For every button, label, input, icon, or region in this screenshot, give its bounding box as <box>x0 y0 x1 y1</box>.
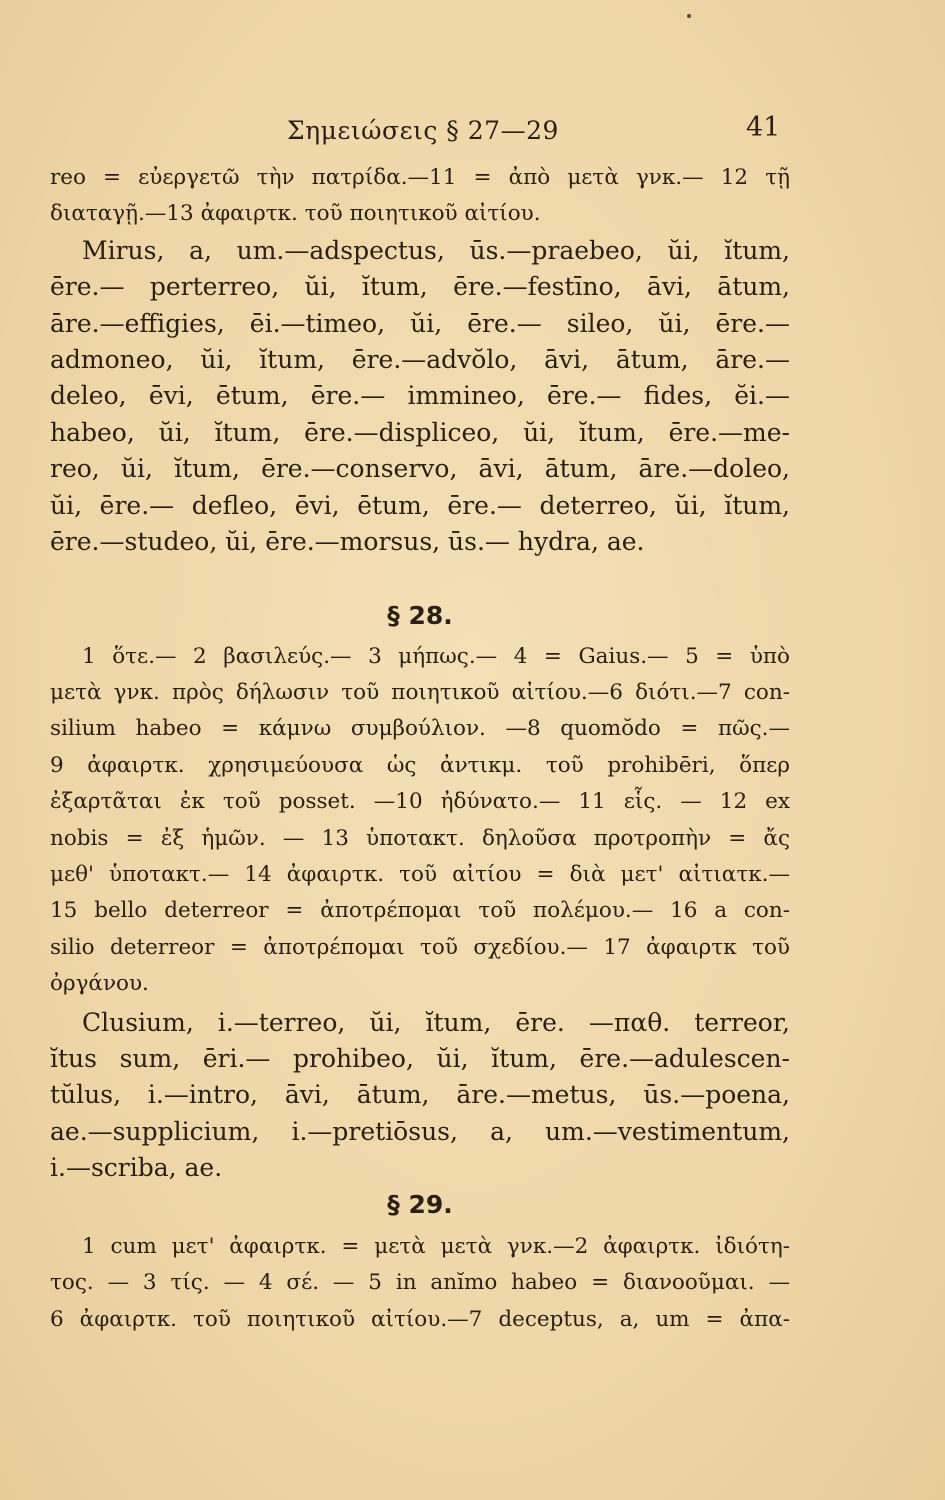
section-27-notes <box>50 160 790 233</box>
section-heading-28: § 28. <box>387 601 453 631</box>
text-line: nobis = ἐξ ἡμῶν. — 13 ὑποτακτ. δηλοῦσα προτροπὴν = ἄς <box>50 825 790 851</box>
text-line: Clusium, i.—terreo, ŭi, ĭtum, ēre. —παθ. terreor, <box>82 1007 790 1037</box>
page-number: 41 <box>746 112 781 143</box>
text-line: 15 bello deterreor = ἀποτρέπομαι τοῦ πολέμου.— 16 a con- <box>50 898 790 924</box>
text-line: μεθ' ὑποτακτ.— 14 ἀφαιρτκ. τοῦ αἰτίου = διὰ μετ' αἰτιατκ.— <box>50 862 790 888</box>
text-line: 6 ἀφαιρτκ. τοῦ ποιητικοῦ αἰτίου.—7 deceptus, a, um = ἀπα- <box>50 1306 790 1332</box>
text-line: Mirus, a, um.—adspectus, ūs.—praebeo, ŭi, ĭtum, <box>82 235 790 265</box>
page-header <box>0 112 945 152</box>
text-line: silium habeo = κάμνω συμβούλιον. —8 quomŏdo = πῶς.— <box>50 716 790 742</box>
section-28-vocabulary <box>50 1005 790 1187</box>
text-line: reo = εὐεργετῶ τὴν πατρίδα.—11 = ἀπὸ μετὰ γνκ.— 12 τῇ <box>50 165 790 190</box>
text-line: admoneo, ŭi, ĭtum, ēre.—advŏlo, āvi, ātum, āre.— <box>50 344 790 374</box>
section-29-notes <box>50 1229 790 1338</box>
text-line: deleo, ēvi, ētum, ēre.— immineo, ēre.— fides, ĕi.— <box>50 381 790 411</box>
text-line: 9 ἀφαιρτκ. χρησιμεύουσα ὡς ἀντικμ. τοῦ prohibēri, ὅπερ <box>50 752 790 778</box>
text-line: ae.—supplicium, i.—pretiōsus, a, um.—vestimentum, <box>50 1116 790 1146</box>
section-28-notes <box>50 639 790 1003</box>
text-line: ὀργάνου. <box>50 971 149 997</box>
section-heading-29: § 29. <box>387 1189 453 1219</box>
text-line: τος. — 3 τίς. — 4 σέ. — 5 in anĭmo habeo = διανοοῦμαι. — <box>50 1270 790 1296</box>
text-line: ŭi, ēre.— defleo, ēvi, ētum, ēre.— deterreo, ŭi, ĭtum, <box>50 490 790 520</box>
ink-speck <box>687 14 691 18</box>
text-line: āre.—effigies, ēi.—timeo, ŭi, ēre.— sileo, ŭi, ēre.— <box>50 308 790 338</box>
text-line: ēre.— perterreo, ŭi, ĭtum, ēre.—festīno, āvi, ātum, <box>50 272 790 302</box>
text-line: tŭlus, i.—intro, āvi, ātum, āre.—metus, ūs.—poena, <box>50 1080 790 1110</box>
section-27-vocabulary <box>50 233 790 561</box>
page-body <box>50 160 790 1338</box>
text-line: μετὰ γνκ. πρὸς δήλωσιν τοῦ ποιητικοῦ αἰτίου.—6 διότι.—7 con- <box>50 680 790 706</box>
running-title: Σημειώσεις § 27—29 <box>287 116 559 145</box>
text-line: ēre.—studeo, ŭi, ēre.—morsus, ūs.— hydra, ae. <box>50 526 645 556</box>
text-line: reo, ŭi, ĭtum, ēre.—conservo, āvi, ātum, āre.—doleo, <box>50 454 790 484</box>
text-line: 1 cum μετ' ἀφαιρτκ. = μετὰ μετὰ γνκ.—2 ἀφαιρτκ. ἰδιότη- <box>82 1233 790 1259</box>
text-line: ἐξαρτᾶται ἐκ τοῦ posset. —10 ἠδύνατο.— 11 εἷς. — 12 ex <box>50 789 790 815</box>
text-line: ĭtus sum, ēri.— prohibeo, ŭi, ĭtum, ēre.—adulescen- <box>50 1043 790 1073</box>
text-line: silio deterreor = ἀποτρέπομαι τοῦ σχεδίου.— 17 ἀφαιρτκ τοῦ <box>50 934 790 960</box>
text-line: habeo, ŭi, ĭtum, ēre.—displiceo, ŭi, ĭtum, ēre.—me- <box>50 417 790 447</box>
text-line: διαταγῇ.—13 ἀφαιρτκ. τοῦ ποιητικοῦ αἰτίου. <box>50 201 541 227</box>
text-line: 1 ὅτε.— 2 βασιλεύς.— 3 μήπως.— 4 = Gaius.— 5 = ὑπὸ <box>82 643 790 669</box>
text-line: i.—scriba, ae. <box>50 1153 223 1183</box>
